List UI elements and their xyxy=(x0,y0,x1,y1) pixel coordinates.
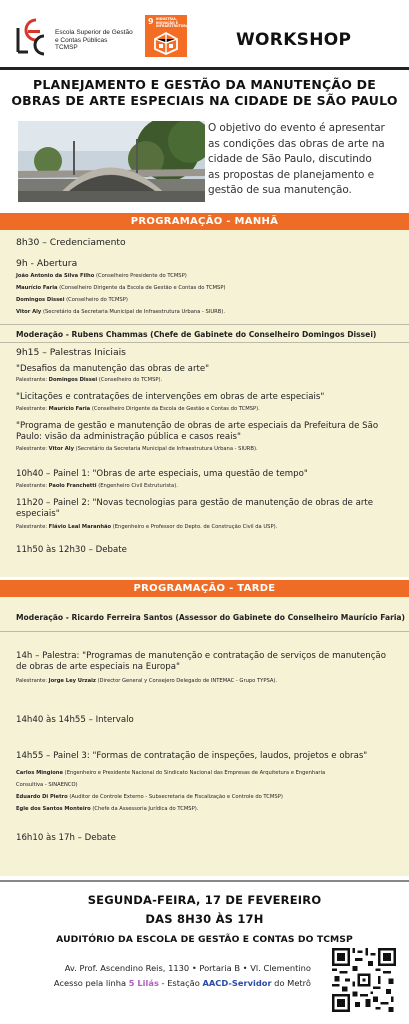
ods-badge xyxy=(145,15,187,57)
speaker-2-name: Maurício Faria xyxy=(16,285,58,291)
speaker-2 xyxy=(16,285,226,291)
afternoon-band: PROGRAMAÇÃO - TARDE xyxy=(0,580,409,597)
speaker-name: Paolo Franchetti xyxy=(48,483,97,489)
logo-text xyxy=(55,29,133,52)
intro-text xyxy=(208,121,398,199)
divider xyxy=(0,631,409,632)
speaker-label: Palestrante: xyxy=(16,678,49,684)
speaker-3-role: (Conselheiro do TCMSP) xyxy=(64,297,128,303)
event-venue: AUDITÓRIO DA ESCOLA DE GESTÃO E CONTAS DO TCMSP xyxy=(56,934,353,945)
talk-1-speaker xyxy=(16,377,162,383)
speaker-3-name: Domingos Dissei xyxy=(16,297,65,303)
intro-line-2: as condições das obras de arte na xyxy=(208,137,385,150)
workshop-heading: WORKSHOP xyxy=(236,30,352,50)
infrastructure-cube-icon xyxy=(153,31,179,55)
speaker-role: (Secretário da Secretaria Municipal de Infraestrutura Urbana - SIURB). xyxy=(73,446,258,452)
ods-number: 9 xyxy=(148,17,154,26)
panel-2-speaker xyxy=(16,524,277,530)
panel-3-speaker-1 xyxy=(16,770,325,776)
speaker-2-role: (Conselheiro Dirigente da Escola de Gestão e Contas do TCMSP) xyxy=(57,285,226,291)
logo-line-3: TCMSP xyxy=(55,44,78,51)
speaker-1 xyxy=(16,273,187,279)
speaker-label: Palestrante: xyxy=(16,377,49,383)
speaker-1-name: João Antonio da Silva Filho xyxy=(16,273,95,279)
speaker-role: (Engenheiro e Professor do Depto. de Construção Civil da USP). xyxy=(111,524,278,530)
access-mid: - Estação xyxy=(158,978,203,988)
speaker-3 xyxy=(16,297,128,303)
event-title-line-1: PLANEJAMENTO E GESTÃO DA MANUTENÇÃO DE xyxy=(33,77,376,92)
speaker-role: (Conselheiro Dirigente da Escola de Gestão e Contas do TCMSP). xyxy=(90,406,260,412)
speaker-role: (Conselheiro do TCMSP). xyxy=(97,377,163,383)
speaker-label: Palestrante: xyxy=(16,483,49,489)
intro-line-4: as propostas de planejamento e xyxy=(208,168,374,181)
speaker-role: (Engenheiro Civil Estruturista). xyxy=(96,483,178,489)
intervalo: 14h40 às 14h55 – Intervalo xyxy=(16,715,134,725)
talk-3-speaker xyxy=(16,446,258,452)
header-divider xyxy=(0,67,409,70)
afternoon-moderation: Moderação - Ricardo Ferreira Santos (Assessor do Gabinete do Conselheiro Maurício Faria) xyxy=(16,613,406,622)
header xyxy=(0,0,409,70)
speaker-name: Carlos Mingione xyxy=(16,770,64,776)
abertura: 9h - Abertura xyxy=(16,258,78,269)
panel-3-speaker-1-cont: Consultiva - SINAENCO) xyxy=(16,782,78,788)
speaker-label: Palestrante: xyxy=(16,446,49,452)
speaker-name: Egle dos Santos Monteiro xyxy=(16,806,91,812)
divider xyxy=(0,342,409,343)
speaker-role: (Chefe da Assessoria Jurídica do TCMSP). xyxy=(90,806,199,812)
speaker-name: Jorge Ley Urzaiz xyxy=(48,678,96,684)
metro-line: 5 Lilás xyxy=(128,978,159,988)
speaker-label: Palestrante: xyxy=(16,524,49,530)
speaker-name: Domingos Dissei xyxy=(48,377,98,383)
afternoon-debate: 16h10 às 17h – Debate xyxy=(16,833,116,843)
intro-line-5: gestão de sua manutenção. xyxy=(208,184,352,197)
morning-section xyxy=(0,230,409,577)
event-title xyxy=(0,77,409,109)
access-prefix: Acesso pela linha xyxy=(53,978,129,988)
credenciamento: 8h30 – Credenciamento xyxy=(16,237,126,248)
speaker-name: Vitor Aly xyxy=(48,446,74,452)
morning-band: PROGRAMAÇÃO - MANHÃ xyxy=(0,213,409,230)
viaduct-photo xyxy=(18,121,205,202)
afternoon-section xyxy=(0,597,409,876)
talk-2-speaker xyxy=(16,406,260,412)
intro-line-3: cidade de São Paulo, discutindo xyxy=(208,153,372,166)
panel-3-title: 14h55 – Painel 3: "Formas de contratação de inspeções, laudos, projetos e obras" xyxy=(16,751,368,761)
address-block xyxy=(54,961,311,991)
panel-1-title: 10h40 – Painel 1: "Obras de arte especiais, uma questão de tempo" xyxy=(16,469,308,479)
speaker-4 xyxy=(16,309,225,315)
speaker-role: (Engenheiro e Presidente Nacional do Sindicato Nacional das Empresas de Arquitetura e Engenharia xyxy=(63,770,326,776)
talk-2-title: "Licitações e contratações de intervenções em obras de arte especiais" xyxy=(16,392,325,402)
afternoon-talk-speaker xyxy=(16,678,277,684)
speaker-role: (Director General y Consejero Delegado de INTEMAC - Grupo TYPSA). xyxy=(95,678,278,684)
afternoon-talk-title: 14h – Palestra: "Programas de manutenção e contratação de serviços de manutenção de obras de arte especiais na Europa" xyxy=(16,651,386,672)
qr-code-icon[interactable] xyxy=(332,948,396,1012)
speaker-1-role: (Conselheiro Presidente do TCMSP) xyxy=(94,273,187,279)
logo-line-1: Escola Superior de Gestão xyxy=(55,29,133,36)
intro-line-1: O objetivo do evento é apresentar xyxy=(208,122,385,134)
talk-1-title: "Desafios da manutenção das obras de arte" xyxy=(16,364,210,374)
access-suffix: do Metrô xyxy=(271,978,311,988)
footer-divider xyxy=(0,880,409,882)
event-title-line-2: OBRAS DE ARTE ESPECIAIS NA CIDADE DE SÃO PAULO xyxy=(11,93,398,108)
panel-2-title: 11h20 – Painel 2: "Novas tecnologias para gestão de manutenção de obras de arte especiais" xyxy=(16,498,374,519)
event-time: DAS 8H30 ÀS 17H xyxy=(145,912,264,926)
panel-1-speaker xyxy=(16,483,178,489)
speaker-name: Eduardo Di Pietro xyxy=(16,794,68,800)
divider xyxy=(0,324,409,325)
speaker-role: (Auditor de Controle Externo - Subsecretaria de Fiscalização e Controle do TCMSP) xyxy=(67,794,283,800)
speaker-label: Palestrante: xyxy=(16,406,49,412)
morning-moderation: Moderação - Rubens Chammas (Chefe de Gabinete do Conselheiro Domingos Dissei) xyxy=(16,330,377,339)
event-date: SEGUNDA-FEIRA, 17 DE FEVEREIRO xyxy=(87,893,322,907)
morning-debate: 11h50 às 12h30 – Debate xyxy=(16,545,127,555)
talk-3-title: "Programa de gestão e manutenção de obras de arte especiais da Prefeitura de São Paulo: visão da administração pública e casos reais" xyxy=(16,421,379,442)
palestras-iniciais: 9h15 – Palestras Iniciais xyxy=(16,347,126,358)
logo-line-2: e Contas Públicas xyxy=(55,36,108,44)
ods-text: INDÚSTRIA, INOVAÇÃO E INFRAESTRUTURA xyxy=(156,17,189,29)
speaker-name: Flávio Leal Maranhão xyxy=(48,524,112,530)
panel-3-speaker-3 xyxy=(16,806,198,812)
panel-3-speaker-2 xyxy=(16,794,283,800)
address: Av. Prof. Ascendino Reis, 1130 • Portaria B • Vl. Clementino xyxy=(64,963,311,973)
speaker-4-role: (Secretário da Secretaria Municipal de Infraestrutura Urbana - SIURB). xyxy=(41,309,225,315)
egc-logo-icon xyxy=(14,14,50,58)
access-info xyxy=(54,976,311,991)
speaker-4-name: Vitor Aly xyxy=(16,309,42,315)
metro-station: AACD-Servidor xyxy=(202,978,272,988)
speaker-name: Maurício Faria xyxy=(48,406,91,412)
